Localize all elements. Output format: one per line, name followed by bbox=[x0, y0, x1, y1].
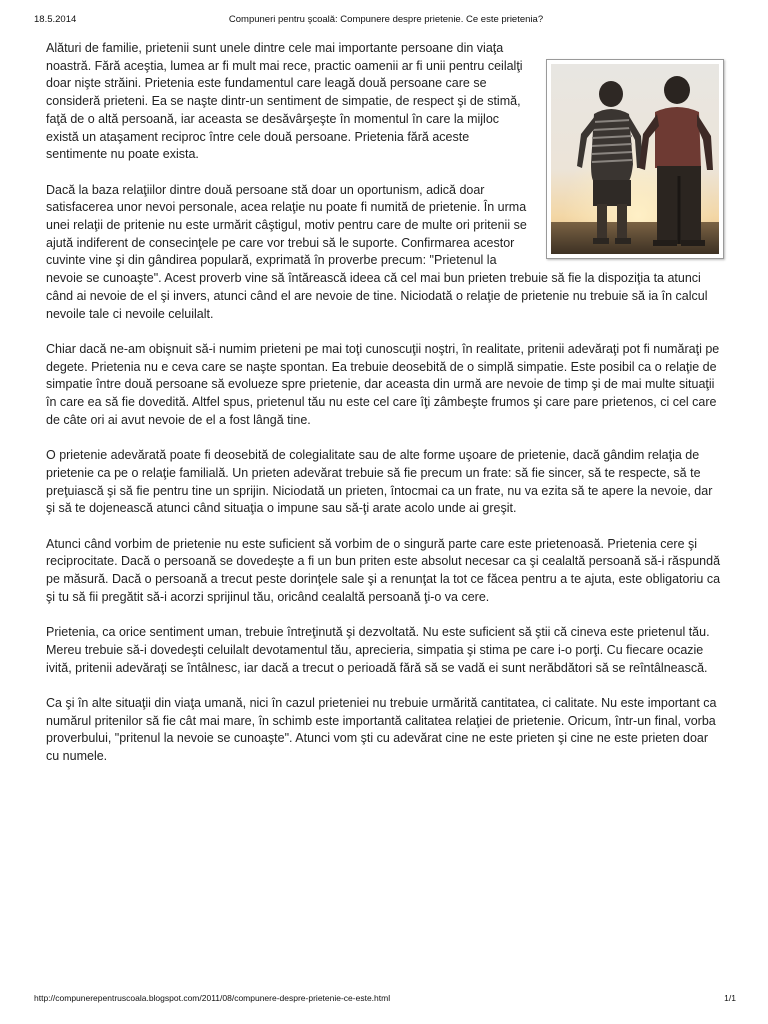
print-date: 18.5.2014 bbox=[34, 14, 77, 25]
paragraph-4: O prietenie adevărată poate fi deosebită de colegialitate sau de alte forme uşoare de prietenie, dacă gândim relaţia de prietenie ca pe o relaţie familială. Un prieten adevărat trebuie să fie precum un frate: să fie sincer, să te respecte, să te preţuiască şi să fie pentru tine un sprijin. Niciodată un prieten, întocmai ca un frate, nu va ezita să te apere la nevoie, dar şi să te dojenească atunci când situaţia o impune sau să-ţi arate acolo unde ai greşit. bbox=[46, 448, 713, 516]
paragraph-6: Prietenia, ca orice sentiment uman, trebuie întreţinută şi dezvoltată. Nu este suficient să ştii că cineva este prietenul tău. Mereu trebuie să-i dovedeşti celuilalt devotamentul tău, aprecieria, simpatia şi stima pe care i-o porţi. Cu fiecare ocazie ivită, pritenii adevăraţi se întâlnesc, iar dacă a trecut o perioadă fără să se vadă ei sunt nerăbdători să se reîntâlnească. bbox=[46, 625, 710, 675]
print-header bbox=[34, 14, 738, 30]
children-photo bbox=[546, 59, 724, 259]
paragraph-2: Dacă la baza relaţiilor dintre două persoane stă doar un oportunism, adică doar satisfacerea unor nevoi personale, acea relaţie nu poate fi numită de prietenie. În urma unei relaţii de pritenie nu este urmărit câştigul, motiv pentru care de multe ori pritenii se ajută indiferent de consecinţele pe care vor trebui să le suporte. Confirmarea acestor cuvinte vine şi din gândirea populară, exprimată în proverbe precum: "Prietenul la nevoie se cunoaşte". Acest proverb vine să întărească ideea că cel mai bun prieten trebuie să fie la dispoziţia ta atunci când ai nevoie de el şi invers, atunci când el are nevoie de tine. Niciodată o relaţie de prietenie nu trebuie să ia în calcul nevoile tale ci nevoile celuilalt. bbox=[46, 182, 708, 321]
print-footer bbox=[34, 993, 736, 1007]
paragraph-5: Atunci când vorbim de prietenie nu este suficient să vorbim de o singură parte care este prietenoasă. Prietenia cere şi reciprocitate. Dacă o persoană se dovedeşte a fi un bun priten este absolut necesar ca şi cealaltă persoană să-i răspundă pe măsură. Dacă o persoană a trecut peste dorinţele sale şi a renunţat la tot ce făcea pentru a te ajuta, este obligatoriu ca şi tu să fii pregătit să-i acorzi sprijinul tău, oricând cealaltă persoană ţi-o va cere. bbox=[46, 536, 721, 604]
paragraph-3: Chiar dacă ne-am obişnuit să-i numim prieteni pe mai toţi cunoscuţii noştri, în realitate, pritenii adevăraţi pot fi număraţi pe degete. Prietenia nu e ceva care se naşte spontan. Ea trebuie deosebită de o simplă simpatie. Este posibil ca o relaţie de simpatie între două persoane să evolueze spre prietenie, dar aceasta din urmă are nevoie de timp şi de mai multe situaţii în care ea să fie dovedită. Altfel spus, prietenul tău nu este cel care îţi zâmbeşte frumos şi care pare prietenos, ci cel care de câte ori ai avut nevoie de el a fost lângă tine. bbox=[46, 341, 720, 427]
print-title: Compuneri pentru şcoală: Compunere despre prietenie. Ce este prietenia? bbox=[228, 14, 544, 25]
paragraph-1: Alături de familie, prietenii sunt unele dintre cele mai importante persoane din viaţa noastră. Fără aceştia, lumea ar fi mult mai rece, practic oamenii ar fi unii pentru ceilalţi doar nişte străini. Prietenia este fundamentul care leagă două persoane care se consideră prieteni. Ea se naşte dintr-un sentiment de simpatie, de respect şi de stimă, faţă de o altă persoană, iar aceasta se desăvârşeşte în momentul în care la mijloc există un ataşament reciproc între cele două persoane. Prietenia fără aceste sentimente nu poate exista. bbox=[46, 41, 523, 162]
source-url-link[interactable]: http://compunerepentruscoala.blogspot.com/2011/08/compunere-despre-prietenie-ce-este.html bbox=[34, 993, 391, 1003]
page-number: 1/1 bbox=[724, 993, 736, 1003]
paragraph-7: Ca şi în alte situaţii din viaţa umană, nici în cazul prieteniei nu trebuie urmărită cantitatea, ci calitate. Nu este important ca numărul pritenilor să fie cât mai mare, în schimb este importantă calitatea relaţiei de prietenie. Oricum, într-un final, vorba proverbului, "pritenul la nevoie se cunoaşte". Atunci vom şti cu adevărat cine ne este prieten şi cine ne este prieten doar cu numele. bbox=[46, 695, 717, 764]
article-body bbox=[46, 40, 724, 783]
two-boys-silhouette-image bbox=[551, 64, 719, 254]
